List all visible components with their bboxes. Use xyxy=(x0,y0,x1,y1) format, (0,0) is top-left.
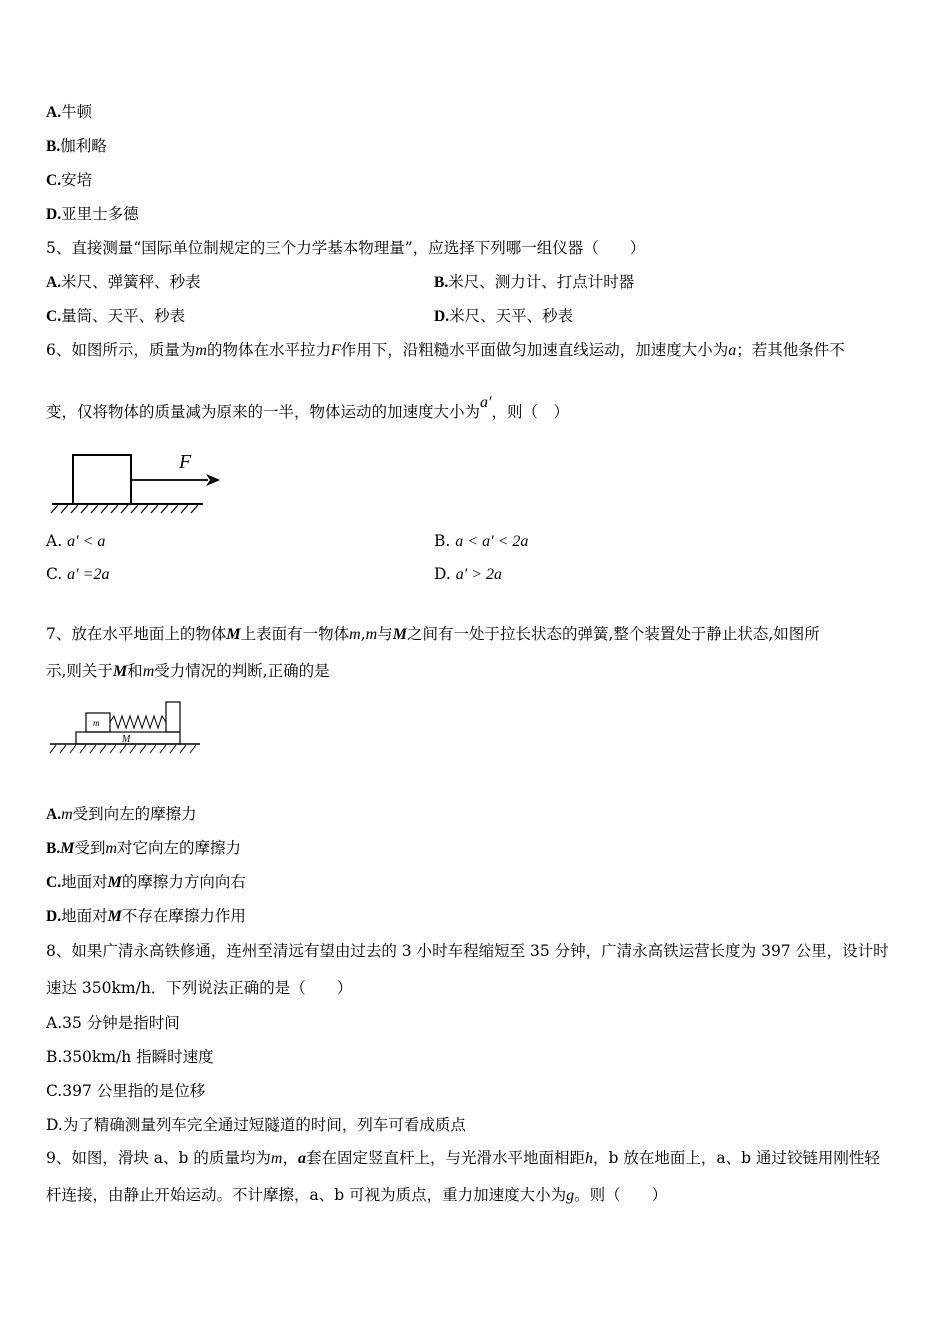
symbol-m: m xyxy=(61,806,73,823)
q9-text: ，b 放在地面上，a、b 通过铰链用刚性轻 xyxy=(592,1149,880,1167)
q7-option-c xyxy=(46,872,246,893)
q6-text: 变，仅将物体的质量减为原来的一半，物体运动的加速度大小为 xyxy=(46,403,481,421)
option-text: 对它向左的摩擦力 xyxy=(117,839,242,857)
symbol-f: F xyxy=(330,342,341,359)
symbol-m: m xyxy=(142,663,155,680)
option-text: 量筒、天平、秒表 xyxy=(61,307,186,325)
option-text: 安培 xyxy=(61,171,93,189)
label-big-m: M xyxy=(122,734,131,745)
q4-option-d xyxy=(46,204,139,225)
option-letter: C. xyxy=(46,172,62,189)
q6-text: 6、如图所示，质量为 xyxy=(46,341,196,359)
q8-option-a xyxy=(46,1013,180,1033)
symbol-big-m: M xyxy=(107,908,122,925)
q9-stem-line2 xyxy=(46,1185,667,1206)
option-text: 不存在摩擦力作用 xyxy=(121,907,246,925)
q5-option-a xyxy=(46,272,201,293)
symbol-a-prime: a′ xyxy=(480,394,492,411)
q7-text: 受力情况的判断,正确的是 xyxy=(154,662,330,680)
q6-text: 作用下，沿粗糙水平面做匀加速直线运动，加速度大小为 xyxy=(340,341,729,359)
q6-stem-line1 xyxy=(46,340,845,361)
option-text: 受到 xyxy=(74,839,106,857)
symbol-m: m xyxy=(195,342,207,359)
force-label: F xyxy=(179,451,192,473)
symbol-g: g xyxy=(566,1187,575,1204)
option-letter: A. xyxy=(46,1014,63,1032)
option-letter: C. xyxy=(46,874,62,891)
option-letter: C. xyxy=(46,1082,63,1100)
symbol-big-m: M xyxy=(226,626,241,643)
option-text: 米尺、弹簧秤、秒表 xyxy=(61,273,201,291)
q7-text: 与 xyxy=(377,625,393,643)
q5-option-b xyxy=(434,272,634,293)
option-expr: a < a′ < 2a xyxy=(455,533,529,550)
option-letter: D. xyxy=(46,908,62,925)
symbol-h: h xyxy=(584,1150,593,1167)
q6-text: 的物体在水平拉力 xyxy=(206,341,331,359)
symbol-m: m xyxy=(365,626,378,643)
option-expr: a′ < a xyxy=(67,533,106,550)
q6-text: ；若其他条件不 xyxy=(736,341,845,359)
symbol-m: m xyxy=(349,626,361,643)
option-text: 350km/h 指瞬时速度 xyxy=(62,1048,214,1066)
option-letter: A. xyxy=(46,274,62,291)
option-letter: C. xyxy=(46,565,63,583)
ground-hatch xyxy=(51,505,198,513)
q7-figure xyxy=(48,698,208,760)
q8-stem-line2: 速达 350km/h．下列说法正确的是（ ） xyxy=(46,979,353,997)
option-text: 米尺、测力计、打点计时器 xyxy=(448,273,635,291)
option-letter: D. xyxy=(46,206,62,223)
option-letter: C. xyxy=(46,308,62,325)
option-letter: D. xyxy=(434,565,451,583)
force-arrow-head xyxy=(206,474,220,486)
symbol-big-m: M xyxy=(392,626,407,643)
label-m: m xyxy=(93,718,100,728)
q7-text: 和 xyxy=(127,662,143,680)
q7-text: 之间有一处于拉长状态的弹簧,整个装置处于静止状态,如图所 xyxy=(406,625,820,643)
q8-option-b xyxy=(46,1047,214,1067)
q7-stem-line1 xyxy=(46,624,820,645)
option-letter: A. xyxy=(46,104,62,121)
q6-option-a xyxy=(46,531,105,552)
q9-text: ， xyxy=(282,1149,298,1167)
option-letter: D. xyxy=(46,1116,63,1134)
symbol-a: a xyxy=(297,1150,306,1167)
spring xyxy=(110,716,166,728)
symbol-big-m: M xyxy=(60,840,75,857)
q7-stem-line2 xyxy=(46,661,330,682)
q7-text: 示,则关于 xyxy=(46,662,113,680)
ground-hatch xyxy=(50,745,196,753)
q6-option-c xyxy=(46,564,109,585)
q5-option-c xyxy=(46,306,185,327)
option-expr: a′ > 2a xyxy=(455,566,503,583)
option-text: 受到向左的摩擦力 xyxy=(72,805,197,823)
q9-stem-line1 xyxy=(46,1148,880,1169)
q6-option-d xyxy=(434,564,502,585)
wall xyxy=(166,702,180,732)
q5-stem: 5、直接测量“国际单位制规定的三个力学基本物理量”，应选择下列哪一组仪器（ ） xyxy=(46,239,646,257)
q9-text: 。则（ ） xyxy=(574,1186,668,1204)
q4-option-a xyxy=(46,102,92,123)
q7-option-b xyxy=(46,838,241,859)
q7-comma: , xyxy=(360,625,366,643)
q8-stem-line1: 8、如果广清永高铁修通，连州至清远有望由过去的 3 小时车程缩短至 35 分钟，广清永高铁运营长度为 397 公里，设计时 xyxy=(46,942,889,960)
q4-option-b xyxy=(46,136,107,157)
q4-option-c xyxy=(46,170,92,191)
symbol-m: m xyxy=(270,1150,283,1167)
q9-text: 套在固定竖直杆上，与光滑水平地面相距 xyxy=(305,1149,585,1167)
option-letter: B. xyxy=(46,1048,63,1066)
symbol-big-m: M xyxy=(107,874,122,891)
q7-text: 7、放在水平地面上的物体 xyxy=(46,625,227,643)
q6-stem-line2 xyxy=(46,394,570,423)
option-text: 35 分钟是指时间 xyxy=(62,1014,180,1032)
option-text: 亚里士多德 xyxy=(61,205,139,223)
q7-option-d xyxy=(46,906,246,927)
option-letter: A. xyxy=(46,806,62,823)
q8-option-c xyxy=(46,1081,205,1101)
q9-text: 杆连接，由静止开始运动。不计摩擦，a、b 可视为质点，重力加速度大小为 xyxy=(46,1186,567,1204)
q9-text: 9、如图，滑块 a、b 的质量均为 xyxy=(46,1149,271,1167)
option-letter: D. xyxy=(434,308,450,325)
option-expr: a′ =2a xyxy=(67,566,110,583)
q5-option-d xyxy=(434,306,573,327)
block xyxy=(73,455,131,504)
option-letter: B. xyxy=(46,138,61,155)
option-text: 的摩擦力方向向右 xyxy=(121,873,246,891)
q6-figure xyxy=(48,446,228,516)
option-letter: B. xyxy=(434,274,449,291)
option-text: 米尺、天平、秒表 xyxy=(449,307,574,325)
option-letter: B. xyxy=(46,840,61,857)
symbol-a: a xyxy=(728,342,737,359)
option-text: 地面对 xyxy=(61,907,108,925)
q7-text: 上表面有一物体 xyxy=(240,625,350,643)
option-text: 地面对 xyxy=(61,873,108,891)
option-text: 牛顿 xyxy=(61,103,93,121)
option-letter: A. xyxy=(46,532,63,550)
q6-text: ，则（ ） xyxy=(491,403,570,421)
option-text: 伽利略 xyxy=(60,137,107,155)
symbol-big-m: M xyxy=(112,663,128,680)
q8-option-d xyxy=(46,1115,466,1135)
q6-option-b xyxy=(434,531,528,552)
option-text: 为了精确测量列车完全通过短隧道的时间，列车可看成质点 xyxy=(62,1116,466,1134)
symbol-m: m xyxy=(105,840,118,857)
option-letter: B. xyxy=(434,532,451,550)
q7-option-a xyxy=(46,804,197,825)
option-text: 397 公里指的是位移 xyxy=(62,1082,206,1100)
